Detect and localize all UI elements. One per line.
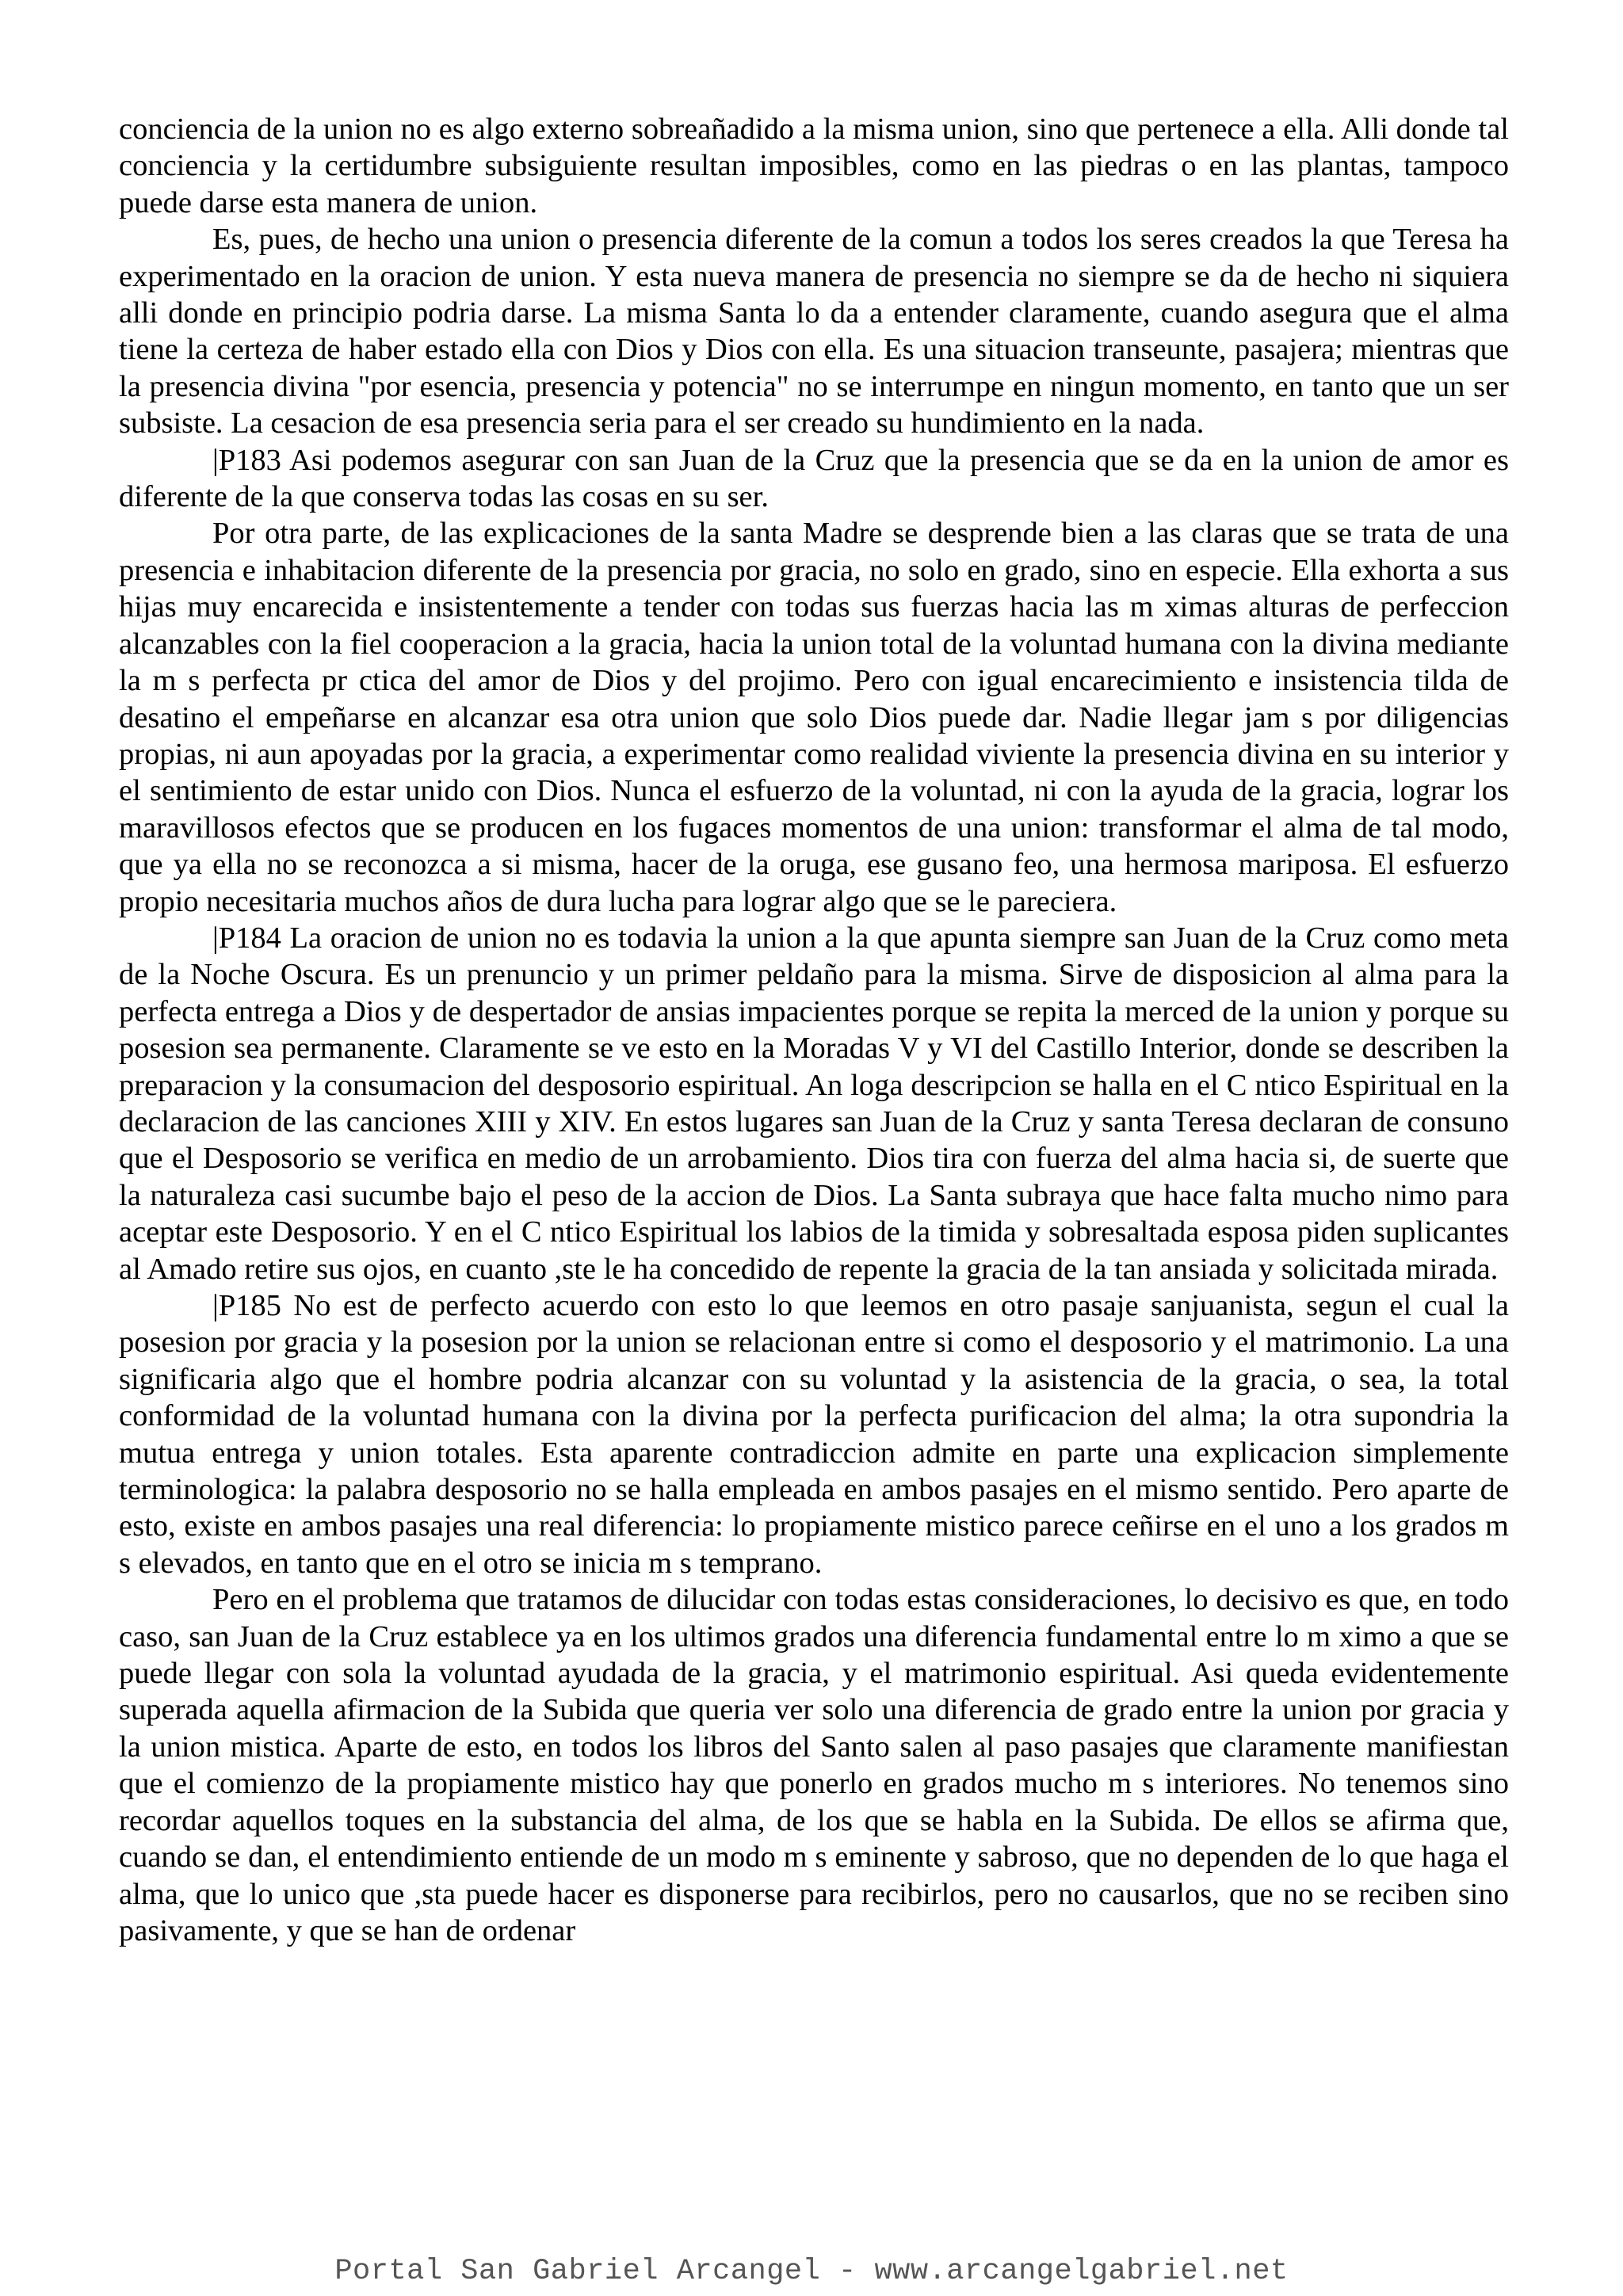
paragraph-5: |P184 La oracion de union no es todavia la union a la que apunta siempre san Juan de la Cruz como meta de la Noche Oscura. Es un prenuncio y un primer peldaño para la misma. Sirve de disposicion al alma para la perfecta entrega a Dios y de despertador de ansias impacientes porque se repita la merced de la union y porque su posesion sea permanente. Claramente se ve esto en la Moradas V y VI del Castillo Interior, donde se describen la preparacion y la consumacion del desposorio espiritual. An loga descripcion se halla en el C ntico Espiritual en la declaracion de las canciones XIII y XIV. En estos lugares san Juan de la Cruz y santa Teresa declaran de consuno que el Desposorio se verifica en medio de un arrobamiento. Dios tira con fuerza del alma hacia si, de suerte que la naturaleza casi sucumbe bajo el peso de la accion de Dios. La Santa subraya que hace falta mucho nimo para aceptar este Desposorio. Y en el C ntico Espiritual los labios de la timida y sobresaltada esposa piden suplicantes al Amado retire sus ojos, en cuanto ,ste le ha concedido de repente la gracia de la tan ansiada y solicitada mirada. bbox=[119, 921, 1509, 1286]
paragraph-1: conciencia de la union no es algo externo sobreañadido a la misma union, sino que pertenece a ella. Alli donde tal conciencia y la certidumbre subsiguiente resultan imposibles, como en las piedras o en las plantas, tampoco puede darse esta manera de union. bbox=[119, 113, 1509, 219]
paragraph-4: Por otra parte, de las explicaciones de la santa Madre se desprende bien a las claras que se trata de una presencia e inhabitacion diferente de la presencia por gracia, no solo en grado, sino en especie. Ella exhorta a sus hijas muy encarecida e insistentemente a tender con todas sus fuerzas hacia las m ximas alturas de perfeccion alcanzables con la fiel cooperacion a la gracia, hacia la union total de la voluntad humana con la divina mediante la m s perfecta pr ctica del amor de Dios y del projimo. Pero con igual encarecimiento e insistencia tilda de desatino el empeñarse en alcanzar esa otra union que solo Dios puede dar. Nadie llegar jam s por diligencias propias, ni aun apoyadas por la gracia, a experimentar como realidad viviente la presencia divina en su interior y el sentimiento de estar unido con Dios. Nunca el esfuerzo de la voluntad, ni con la ayuda de la gracia, lograr los maravillosos efectos que se producen en los fugaces momentos de una union: transformar el alma de tal modo, que ya ella no se reconozca a si misma, hacer de la oruga, ese gusano feo, una hermosa mariposa. El esfuerzo propio necesitaria muchos años de dura lucha para lograr algo que se le pareciera. bbox=[119, 517, 1509, 918]
paragraph-6: |P185 No est de perfecto acuerdo con esto lo que leemos en otro pasaje sanjuanista, segun el cual la posesion por gracia y la posesion por la union se relacionan entre si como el desposorio y el matrimonio. La una significaria algo que el hombre podria alcanzar con su voluntad y la asistencia de la gracia, o sea, la total conformidad de la voluntad humana con la divina por la perfecta purificacion del alma; la otra supondria la mutua entrega y union totales. Esta aparente contradiccion admite en parte una explicacion simplemente terminologica: la palabra desposorio no se halla empleada en ambos pasajes en el mismo sentido. Pero aparte de esto, existe en ambos pasajes una real diferencia: lo propiamente mistico parece ceñirse en el uno a los grados m s elevados, en tanto que en el otro se inicia m s temprano. bbox=[119, 1289, 1509, 1580]
paragraph-2: Es, pues, de hecho una union o presencia diferente de la comun a todos los seres creados la que Teresa ha experimentado en la oracion de union. Y esta nueva manera de presencia no siempre se da de hecho ni siquiera alli donde en principio podria darse. La misma Santa lo da a entender claramente, cuando asegura que el alma tiene la certeza de haber estado ella con Dios y Dios con ella. Es una situacion transeunte, pasajera; mientras que la presencia divina "por esencia, presencia y potencia" no se interrumpe en ningun momento, en tanto que un ser subsiste. La cesacion de esa presencia seria para el ser creado su hundimiento en la nada. bbox=[119, 223, 1509, 441]
document-body bbox=[119, 111, 1509, 1949]
page-footer: Portal San Gabriel Arcangel - www.arcangelgabriel.net bbox=[334, 2255, 1289, 2288]
paragraph-7: Pero en el problema que tratamos de dilucidar con todas estas consideraciones, lo decisivo es que, en todo caso, san Juan de la Cruz establece ya en los ultimos grados una diferencia fundamental entre lo m ximo a que se puede llegar con sola la voluntad ayudada de la gracia, y el matrimonio espiritual. Asi queda evidentemente superada aquella afirmacion de la Subida que queria ver solo una diferencia de grado entre la union por gracia y la union mistica. Aparte de esto, en todos los libros del Santo salen al paso pasajes que claramente manifiestan que el comienzo de la propiamente mistico hay que ponerlo en grados mucho m s interiores. No tenemos sino recordar aquellos toques en la substancia del alma, de los que se habla en la Subida. De ellos se afirma que, cuando se dan, el entendimiento entiende de un modo m s eminente y sabroso, que no dependen de lo que haga el alma, que lo unico que ,sta puede hacer es disponerse para recibirlos, pero no causarlos, que no se reciben sino pasivamente, y que se han de ordenar bbox=[119, 1583, 1509, 1947]
paragraph-3: |P183 Asi podemos asegurar con san Juan de la Cruz que la presencia que se da en la union de amor es diferente de la que conserva todas las cosas en su ser. bbox=[119, 443, 1509, 514]
